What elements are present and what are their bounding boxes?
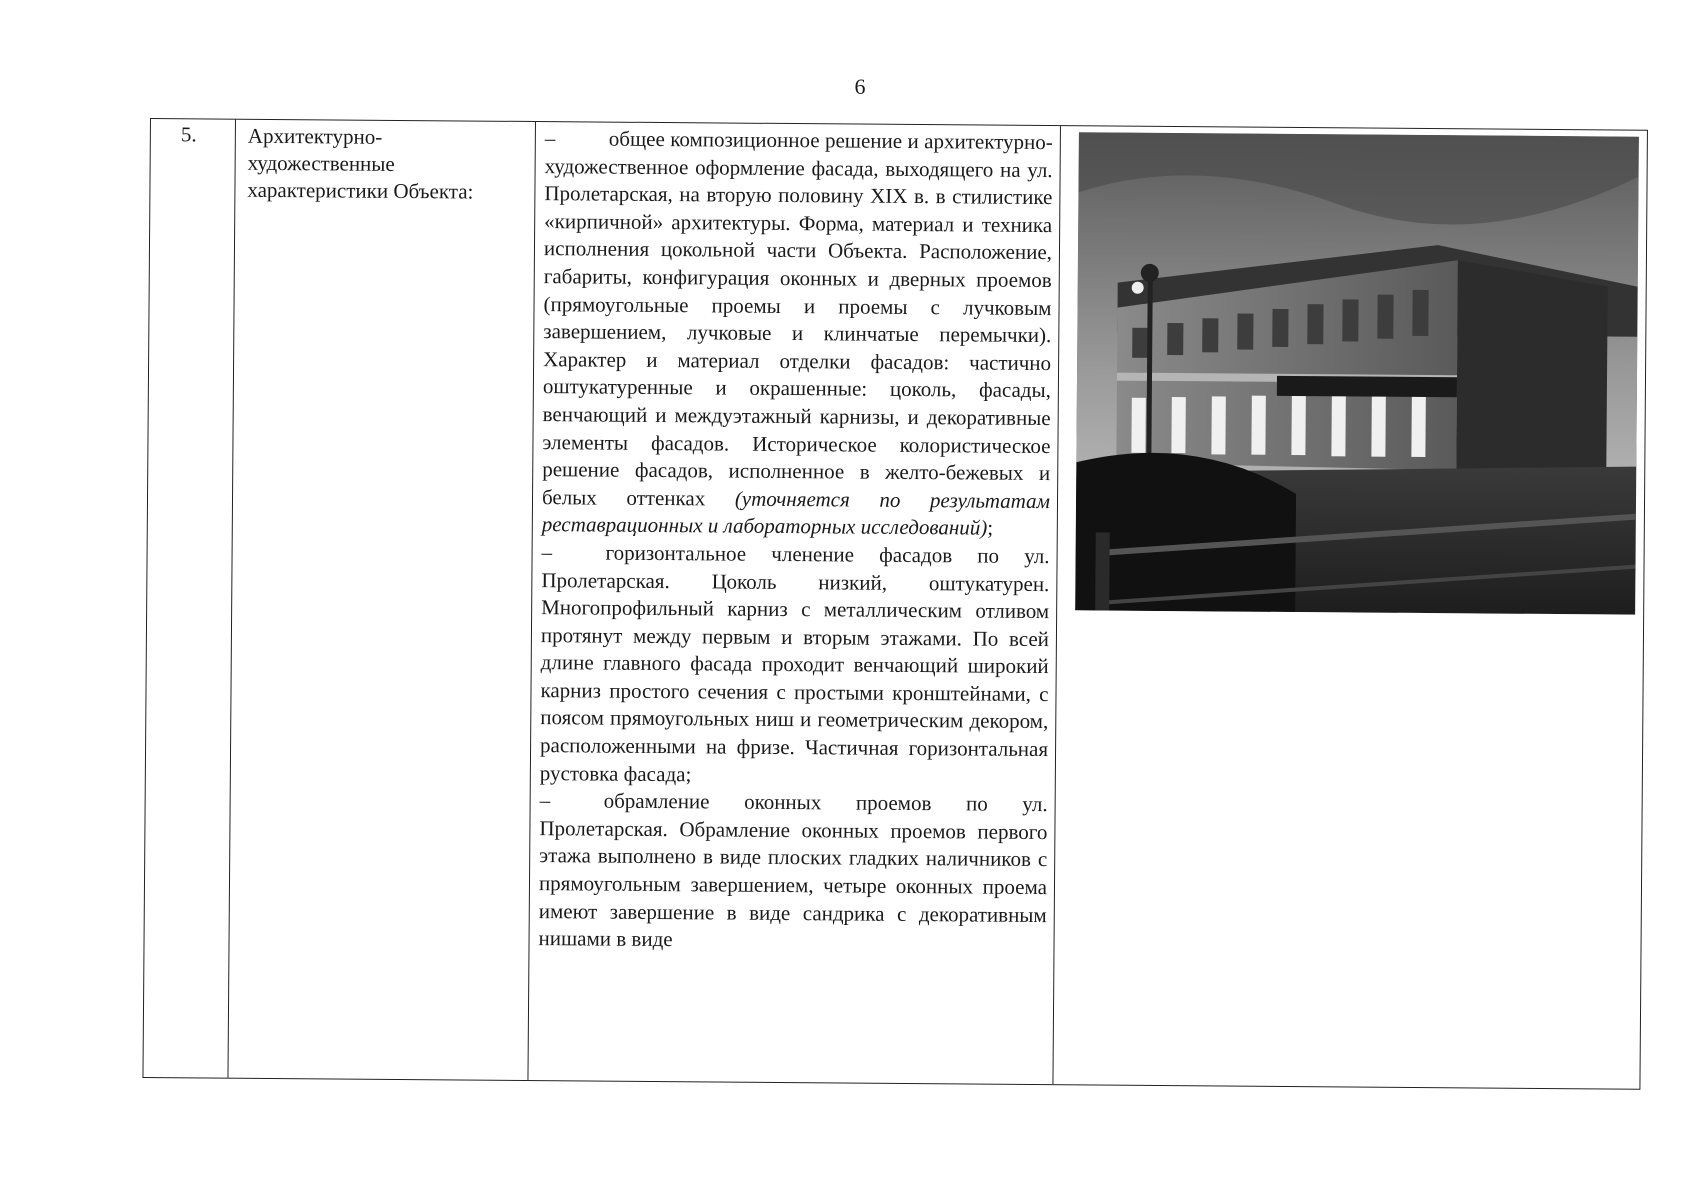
paragraph-italic-note: (уточняется по результатам реставрационных и лабораторных исследований): [541, 486, 1051, 540]
description-cell: [528, 122, 1061, 1084]
list-dash: –: [541, 539, 553, 565]
row-title: [247, 123, 528, 206]
description-paragraph: [540, 539, 1050, 791]
row-title-line: Архитектурно-: [247, 123, 383, 149]
row-number: 5.: [180, 122, 197, 147]
paragraph-text: общее композиционное решение и архитектурно-художественное оформление фасада, выходящего на ул. Пролетарская, на вторую половину XIX в. в стилистике «кирпичной» архитектуры. Форма, материал и техника исполнения цокольной части Объекта. Расположение, габариты, конфигурация оконных и дверных проемов (прямоугольные проемы и проемы с лучковым завершением, лучковые и клинчатые перемычки). Характер и материал отделки фасадов: частично оштукатуренные и окрашенные: цоколь, фасады, венчающий и междуэтажный карнизы, и декоративные элементы фасадов. Историческое колористическое решение фасадов, исполненное в желто-бежевых и белых оттенках: [541, 126, 1053, 511]
paragraph-tail: ;: [987, 515, 994, 540]
paragraph-text: обрамление оконных проемов по ул. Пролетарская. Обрамление оконных проемов первого этажа выполнено в виде плоских гладких наличников с прямоугольным завершением, четыре оконных проема имеют завершение в виде сандрика с декоративным нишами в виде: [538, 788, 1048, 952]
list-dash: –: [544, 126, 556, 151]
photo-cell: [1053, 126, 1647, 1089]
description-paragraph: [542, 125, 1053, 543]
row-title-line: художественные: [247, 150, 395, 176]
characteristics-table: [142, 118, 1647, 1090]
building-photo-drawing: [1075, 132, 1639, 614]
description-paragraph: [538, 787, 1047, 957]
paragraph-text: горизонтальное членение фасадов по ул. Пролетарская. Цоколь низкий, оштукатурен. Многопрофильный карниз с металлическим отливом протянут между первым и вторым этажами. По всей длине главного фасада проходит венчающий широкий карниз простого сечения с простыми кронштейнами, с поясом прямоугольных ниш и геометрическим декором, расположенными на фризе. Частичная горизонтальная рустовка фасада;: [539, 540, 1050, 786]
row-title-cell: [228, 120, 536, 1080]
building-photo: [1075, 132, 1639, 614]
row-title-line: характеристики Объекта:: [247, 177, 474, 204]
description-text: [538, 125, 1052, 957]
list-dash: –: [539, 788, 551, 813]
row-number-cell: [143, 119, 236, 1078]
page-number: 6: [854, 74, 866, 99]
